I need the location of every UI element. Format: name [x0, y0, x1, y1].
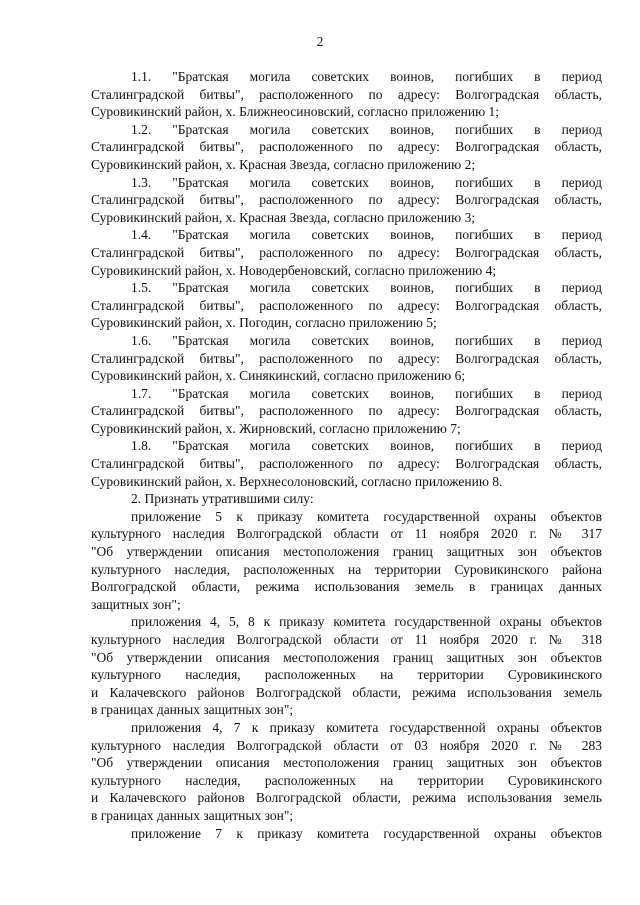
- text-line: защитных зон";: [91, 596, 181, 612]
- text-line: Волгоградской области, режима использования земель в границах данных: [91, 579, 602, 595]
- text-line: 1.6. "Братская могила советских воинов, погибших в период: [131, 332, 602, 348]
- text-line: в границах данных защитных зон";: [91, 702, 294, 718]
- text-line: "Об утверждении описания местоположения границ защитных зон объектов: [91, 649, 602, 665]
- text-line: Суровикинский район, х. Синякинский, согласно приложению 6;: [91, 368, 466, 384]
- text-line: культурного наследия, расположенных на территории Суровикинского: [91, 667, 602, 683]
- paragraph: [91, 719, 602, 825]
- text-line: Суровикинский район, х. Верхнесолоновский, согласно приложению 8.: [91, 473, 503, 489]
- paragraph: [91, 490, 602, 508]
- text-line: 1.4. "Братская могила советских воинов, погибших в период: [131, 227, 602, 243]
- text-line: приложение 7 к приказу комитета государственной охраны объектов: [131, 825, 602, 841]
- text-line: культурного наследия Волгоградской области от 03 ноября 2020 г. № 283: [91, 737, 602, 753]
- text-line: культурного наследия Волгоградской области от 11 ноября 2020 г. № 318: [91, 632, 602, 647]
- paragraph: [91, 226, 602, 279]
- page-number: 2: [316, 34, 324, 49]
- text-line: Суровикинский район, х. Красная Звезда, согласно приложению 2;: [91, 156, 476, 172]
- text-line: 2. Признать утратившими силу:: [131, 491, 314, 507]
- text-line: Сталинградской битвы", расположенного по адресу: Волгоградская область,: [91, 244, 602, 260]
- text-line: Сталинградской битвы", расположенного по адресу: Волгоградская область,: [91, 403, 602, 419]
- text-line: приложение 5 к приказу комитета государственной охраны объектов: [131, 508, 602, 524]
- paragraph: [91, 332, 602, 385]
- text-line: Суровикинский район, х. Жирновский, согласно приложению 7;: [91, 420, 461, 436]
- paragraph: [91, 613, 602, 719]
- text-line: культурного наследия, расположенных на территории Суровикинского: [91, 772, 602, 788]
- text-line: и Калачевского районов Волгоградской области, режима использования земель: [91, 684, 602, 700]
- text-line: Сталинградской битвы", расположенного по адресу: Волгоградская область,: [91, 350, 602, 366]
- text-line: "Об утверждении описания местоположения границ защитных зон объектов: [91, 544, 602, 560]
- paragraph: [91, 68, 602, 121]
- text-line: Суровикинский район, х. Красная Звезда, согласно приложению 3;: [91, 209, 476, 225]
- text-line: 1.5. "Братская могила советских воинов, погибших в период: [131, 280, 602, 296]
- text-line: приложения 4, 5, 8 к приказу комитета государственной охраны объектов: [131, 614, 602, 630]
- text-line: в границах данных защитных зон";: [91, 807, 294, 823]
- text-line: Суровикинский район, х. Новодербеновский, согласно приложению 4;: [91, 262, 497, 278]
- text-line: Сталинградской битвы", расположенного по адресу: Волгоградская область,: [91, 297, 602, 313]
- text-line: культурного наследия, расположенных на территории Суровикинского района: [91, 561, 602, 577]
- text-line: Суровикинский район, х. Ближнеосиновский, согласно приложению 1;: [91, 104, 500, 120]
- text-line: 1.1. "Братская могила советских воинов, погибших в период: [131, 69, 602, 84]
- paragraph: [91, 385, 602, 438]
- text-line: Суровикинский район, х. Погодин, согласно приложению 5;: [91, 315, 437, 331]
- text-line: приложения 4, 7 к приказу комитета государственной охраны объектов: [131, 719, 602, 735]
- text-line: 1.7. "Братская могила советских воинов, погибших в период: [131, 385, 602, 401]
- text-line: Сталинградской битвы", расположенного по адресу: Волгоградская область,: [91, 192, 602, 208]
- text-line: 1.8. "Братская могила советских воинов, погибших в период: [131, 438, 602, 454]
- paragraph: [91, 121, 602, 174]
- text-line: "Об утверждении описания местоположения границ защитных зон объектов: [91, 755, 602, 771]
- paragraph: [91, 825, 602, 843]
- document-body: [91, 68, 602, 842]
- text-line: 1.3. "Братская могила советских воинов, погибших в период: [131, 174, 602, 190]
- text-line: и Калачевского районов Волгоградской области, режима использования земель: [91, 790, 602, 806]
- text-line: Сталинградской битвы", расположенного по адресу: Волгоградская область,: [91, 139, 602, 155]
- text-line: Сталинградской битвы", расположенного по адресу: Волгоградская область,: [91, 86, 602, 102]
- paragraph: [91, 174, 602, 227]
- text-line: 1.2. "Братская могила советских воинов, погибших в период: [131, 121, 602, 137]
- text-line: культурного наследия Волгоградской области от 11 ноября 2020 г. № 317: [91, 526, 602, 542]
- paragraph: [91, 279, 602, 332]
- paragraph: [91, 508, 602, 614]
- text-line: Сталинградской битвы", расположенного по адресу: Волгоградская область,: [91, 456, 602, 472]
- paragraph: [91, 437, 602, 490]
